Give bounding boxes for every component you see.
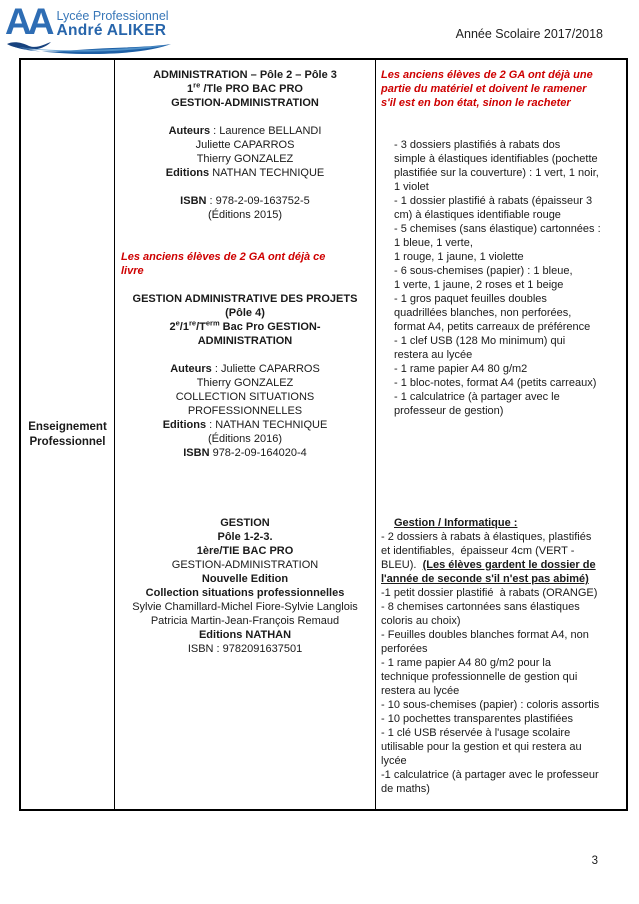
text-line bbox=[381, 502, 622, 516]
row-label-line1: Enseignement bbox=[28, 420, 107, 433]
text-segment: Editions bbox=[165, 167, 210, 179]
logo-names bbox=[56, 7, 168, 39]
text-line bbox=[381, 222, 622, 236]
text-segment: professeur de gestion) bbox=[394, 405, 504, 417]
text-line bbox=[381, 180, 622, 194]
text-segment: perforées bbox=[381, 643, 428, 655]
text-line bbox=[119, 460, 371, 474]
text-segment: - 8 chemises cartonnées sans élastiques bbox=[381, 601, 580, 613]
text-line bbox=[119, 166, 371, 180]
text-line bbox=[381, 264, 622, 278]
text-line bbox=[381, 474, 622, 488]
text-line bbox=[381, 208, 622, 222]
text-line bbox=[119, 180, 371, 194]
text-line bbox=[381, 628, 622, 642]
text-segment: format A4, petits carreaux de préférence bbox=[394, 321, 591, 333]
text-segment: l'année de seconde s'il n'est pas abimé) bbox=[381, 573, 589, 585]
text-line bbox=[119, 544, 371, 558]
text-segment: Gestion / Informatique : bbox=[394, 517, 518, 529]
text-line bbox=[119, 432, 371, 446]
row-label-cell bbox=[21, 60, 115, 809]
text-line bbox=[119, 348, 371, 362]
text-line bbox=[381, 124, 622, 138]
text-line bbox=[381, 460, 622, 474]
text-line bbox=[381, 166, 622, 180]
text-segment: 1 verte, 1 jaune, 2 roses et 1 beige bbox=[394, 279, 564, 291]
text-segment: s'il est en bon état, sinon le racheter bbox=[381, 97, 571, 109]
school-year-label: Année Scolaire 2017/2018 bbox=[455, 27, 603, 41]
text-line bbox=[381, 558, 622, 572]
text-line bbox=[381, 642, 622, 656]
text-line bbox=[381, 656, 622, 670]
text-line bbox=[119, 250, 371, 264]
text-line bbox=[119, 488, 371, 502]
text-segment: - 1 dossier plastifié à rabats (épaisseur 3 bbox=[394, 195, 593, 207]
text-line bbox=[119, 208, 371, 222]
text-line bbox=[381, 292, 622, 306]
row-label bbox=[28, 420, 107, 450]
text-line bbox=[119, 292, 371, 306]
row-label-line2: Professionnel bbox=[29, 435, 106, 448]
text-line bbox=[381, 740, 622, 754]
text-segment: utilisable pour la gestion et qui restera au bbox=[381, 741, 582, 753]
text-segment: e bbox=[175, 318, 180, 328]
text-line bbox=[381, 390, 622, 404]
text-segment: - 1 clé USB réservée à l'usage scolaire bbox=[381, 727, 571, 739]
text-line bbox=[381, 82, 622, 96]
text-line bbox=[119, 502, 371, 516]
text-line bbox=[381, 334, 622, 348]
text-segment: re bbox=[188, 318, 197, 328]
text-segment: ISBN bbox=[183, 447, 210, 459]
text-line bbox=[119, 404, 371, 418]
text-line bbox=[381, 250, 622, 264]
logo-header bbox=[5, 1, 180, 42]
text-line bbox=[381, 614, 622, 628]
text-segment: Sylvie Chamillard-Michel Fiore-Sylvie Langlois bbox=[132, 601, 358, 613]
text-segment: -1 petit dossier plastifié à rabats (ORANGE) bbox=[381, 587, 598, 599]
text-line bbox=[381, 600, 622, 614]
text-segment: /T bbox=[196, 321, 206, 333]
text-segment: GESTION-ADMINISTRATION bbox=[171, 97, 319, 109]
text-segment: Thierry GONZALEZ bbox=[196, 377, 294, 389]
text-segment: (Pôle 4) bbox=[225, 307, 265, 319]
text-segment: PROFESSIONNELLES bbox=[187, 405, 303, 417]
text-segment: cm) à élastiques identifiable rouge bbox=[394, 209, 561, 221]
text-line bbox=[119, 82, 371, 96]
text-segment: Patricia Martin-Jean-François Remaud bbox=[150, 615, 340, 627]
text-line bbox=[381, 376, 622, 390]
text-segment: Auteurs bbox=[170, 363, 212, 375]
text-segment: Les anciens élèves de 2 GA ont déjà ce bbox=[121, 251, 326, 263]
text-line bbox=[381, 68, 622, 82]
text-segment: : Juliette CAPARROS bbox=[211, 363, 320, 375]
text-segment: - 3 dossiers plastifiés à rabats dos bbox=[394, 139, 561, 151]
text-segment: Nouvelle Edition bbox=[201, 573, 289, 585]
text-segment: Bac Pro GESTION- bbox=[219, 321, 321, 333]
text-segment: - 1 gros paquet feuilles doubles bbox=[394, 293, 547, 305]
text-line bbox=[119, 376, 371, 390]
text-segment: technique professionnelle de gestion qui bbox=[381, 671, 578, 683]
text-line bbox=[119, 362, 371, 376]
text-segment: : NATHAN TECHNIQUE bbox=[206, 419, 328, 431]
text-line bbox=[119, 152, 371, 166]
text-segment: - 1 rame papier A4 80 g/m2 bbox=[394, 363, 528, 375]
text-line bbox=[381, 516, 622, 530]
text-segment: Pôle 1-2-3. bbox=[217, 531, 273, 543]
text-segment: 1 bleue, 1 verte, bbox=[394, 237, 473, 249]
text-line bbox=[119, 306, 371, 320]
text-line bbox=[119, 572, 371, 586]
text-segment: - Feuilles doubles blanches format A4, non bbox=[381, 629, 589, 641]
text-line bbox=[381, 544, 622, 558]
text-segment: de maths) bbox=[381, 783, 430, 795]
text-segment: - 1 calculatrice (à partager avec le bbox=[394, 391, 560, 403]
text-segment: Thierry GONZALEZ bbox=[196, 153, 294, 165]
supplies-table bbox=[19, 58, 628, 811]
text-segment: - 1 rame papier A4 80 g/m2 pour la bbox=[381, 657, 551, 669]
text-segment: livre bbox=[121, 265, 144, 277]
text-segment: simple à élastiques identifiables (pochette bbox=[394, 153, 598, 165]
text-segment: (Éditions 2015) bbox=[208, 209, 282, 221]
text-line bbox=[119, 474, 371, 488]
text-segment: Editions bbox=[162, 419, 207, 431]
supplies-cell bbox=[376, 60, 626, 809]
text-line bbox=[119, 264, 371, 278]
text-segment: restera au lycée bbox=[394, 349, 473, 361]
text-segment: -1 calculatrice (à partager avec le professeur bbox=[381, 769, 599, 781]
text-segment: : Laurence BELLANDI bbox=[210, 125, 322, 137]
text-line bbox=[381, 432, 622, 446]
text-line bbox=[119, 124, 371, 138]
text-segment: (Éditions 2016) bbox=[208, 433, 282, 445]
text-segment: - 1 clef USB (128 Mo minimum) qui bbox=[394, 335, 566, 347]
text-segment: erm bbox=[205, 318, 220, 328]
text-line bbox=[381, 320, 622, 334]
text-line bbox=[119, 278, 371, 292]
text-segment: 978-2-09-164020-4 bbox=[209, 447, 307, 459]
text-line bbox=[119, 530, 371, 544]
text-line bbox=[381, 138, 622, 152]
text-segment: Les anciens élèves de 2 GA ont déjà une bbox=[381, 69, 593, 81]
text-segment: ISBN : 9782091637501 bbox=[187, 643, 303, 655]
page-number: 3 bbox=[591, 855, 598, 867]
text-line bbox=[381, 698, 622, 712]
school-logo bbox=[5, 1, 180, 56]
text-line bbox=[381, 670, 622, 684]
text-segment: - 6 sous-chemises (papier) : 1 bleue, bbox=[394, 265, 573, 277]
text-line bbox=[381, 306, 622, 320]
text-segment: restera au lycée bbox=[381, 685, 460, 697]
text-line bbox=[119, 138, 371, 152]
text-line bbox=[119, 642, 371, 656]
text-line bbox=[119, 390, 371, 404]
text-line bbox=[119, 446, 371, 460]
text-line bbox=[119, 600, 371, 614]
text-line bbox=[381, 348, 622, 362]
text-segment: - 2 dossiers à rabats à élastiques, plastifiés bbox=[381, 531, 592, 543]
text-segment: 1ère/TIE BAC PRO bbox=[196, 545, 294, 557]
text-line bbox=[381, 712, 622, 726]
text-line bbox=[381, 782, 622, 796]
text-segment: : 978-2-09-163752-5 bbox=[206, 195, 310, 207]
text-line bbox=[381, 418, 622, 432]
text-segment: et identifiables, épaisseur 4cm (VERT - bbox=[381, 545, 575, 557]
text-segment: 1 violet bbox=[394, 181, 429, 193]
text-segment: GESTION-ADMINISTRATION bbox=[171, 559, 319, 571]
text-line bbox=[119, 320, 371, 334]
text-segment: (Les élèves gardent le dossier de bbox=[422, 559, 596, 571]
text-segment: 1 bbox=[187, 83, 194, 95]
text-line bbox=[119, 628, 371, 642]
text-line bbox=[381, 194, 622, 208]
text-line bbox=[381, 278, 622, 292]
text-segment: ISBN bbox=[180, 195, 207, 207]
text-line bbox=[119, 516, 371, 530]
text-line bbox=[381, 236, 622, 250]
text-line bbox=[119, 96, 371, 110]
logo-swoosh-icon bbox=[5, 40, 173, 56]
text-segment: BLEU). bbox=[381, 559, 423, 571]
text-segment: /Tle PRO BAC PRO bbox=[200, 83, 303, 95]
text-segment: Editions NATHAN bbox=[198, 629, 292, 641]
text-line bbox=[119, 334, 371, 348]
text-segment: - 5 chemises (sans élastique) cartonnées : bbox=[394, 223, 601, 235]
text-segment: quadrillées blanches, non perforées, bbox=[394, 307, 572, 319]
text-segment: lycée bbox=[381, 755, 407, 767]
logo-monogram: AA bbox=[5, 1, 51, 42]
text-line bbox=[381, 586, 622, 600]
text-segment: - 10 pochettes transparentes plastifiées bbox=[381, 713, 574, 725]
text-segment: re bbox=[193, 80, 201, 90]
text-segment: 1 rouge, 1 jaune, 1 violette bbox=[394, 251, 524, 263]
text-line bbox=[381, 152, 622, 166]
text-line bbox=[381, 362, 622, 376]
text-segment: NATHAN TECHNIQUE bbox=[209, 167, 325, 179]
text-line bbox=[119, 418, 371, 432]
text-segment: ADMINISTRATION bbox=[197, 335, 293, 347]
text-segment: coloris au choix) bbox=[381, 615, 461, 627]
text-line bbox=[119, 110, 371, 124]
text-segment: ADMINISTRATION – Pôle 2 – Pôle 3 bbox=[153, 69, 337, 81]
text-line bbox=[119, 614, 371, 628]
text-segment: Collection situations professionnelles bbox=[145, 587, 345, 599]
text-line bbox=[119, 586, 371, 600]
text-line bbox=[119, 222, 371, 236]
text-segment: partie du matériel et doivent le ramener bbox=[381, 83, 587, 95]
text-segment: /1 bbox=[179, 321, 189, 333]
text-line bbox=[381, 754, 622, 768]
logo-school-type: Lycée Professionnel bbox=[56, 9, 169, 23]
text-line bbox=[381, 96, 622, 110]
logo-school-name: André ALIKER bbox=[56, 22, 167, 39]
text-line bbox=[119, 236, 371, 250]
text-segment: plastifiée sur la couverture) : 1 vert, 1 noir, bbox=[394, 167, 599, 179]
text-segment: 2 bbox=[169, 321, 176, 333]
text-segment: - 10 sous-chemises (papier) : coloris assortis bbox=[381, 699, 600, 711]
text-line bbox=[381, 768, 622, 782]
text-segment: Juliette CAPARROS bbox=[195, 139, 295, 151]
text-line bbox=[119, 558, 371, 572]
text-line bbox=[381, 110, 622, 124]
text-line bbox=[381, 684, 622, 698]
text-line bbox=[381, 404, 622, 418]
text-segment: Auteurs bbox=[168, 125, 211, 137]
text-line bbox=[119, 68, 371, 82]
books-cell bbox=[115, 60, 376, 809]
text-line bbox=[381, 530, 622, 544]
text-line bbox=[119, 194, 371, 208]
text-line bbox=[381, 488, 622, 502]
text-segment: COLLECTION SITUATIONS bbox=[175, 391, 315, 403]
text-line bbox=[381, 446, 622, 460]
text-segment: GESTION bbox=[220, 517, 270, 529]
text-segment: GESTION ADMINISTRATIVE DES PROJETS bbox=[132, 293, 358, 305]
text-line bbox=[381, 726, 622, 740]
text-line bbox=[381, 572, 622, 586]
text-segment: - 1 bloc-notes, format A4 (petits carreaux) bbox=[394, 377, 597, 389]
